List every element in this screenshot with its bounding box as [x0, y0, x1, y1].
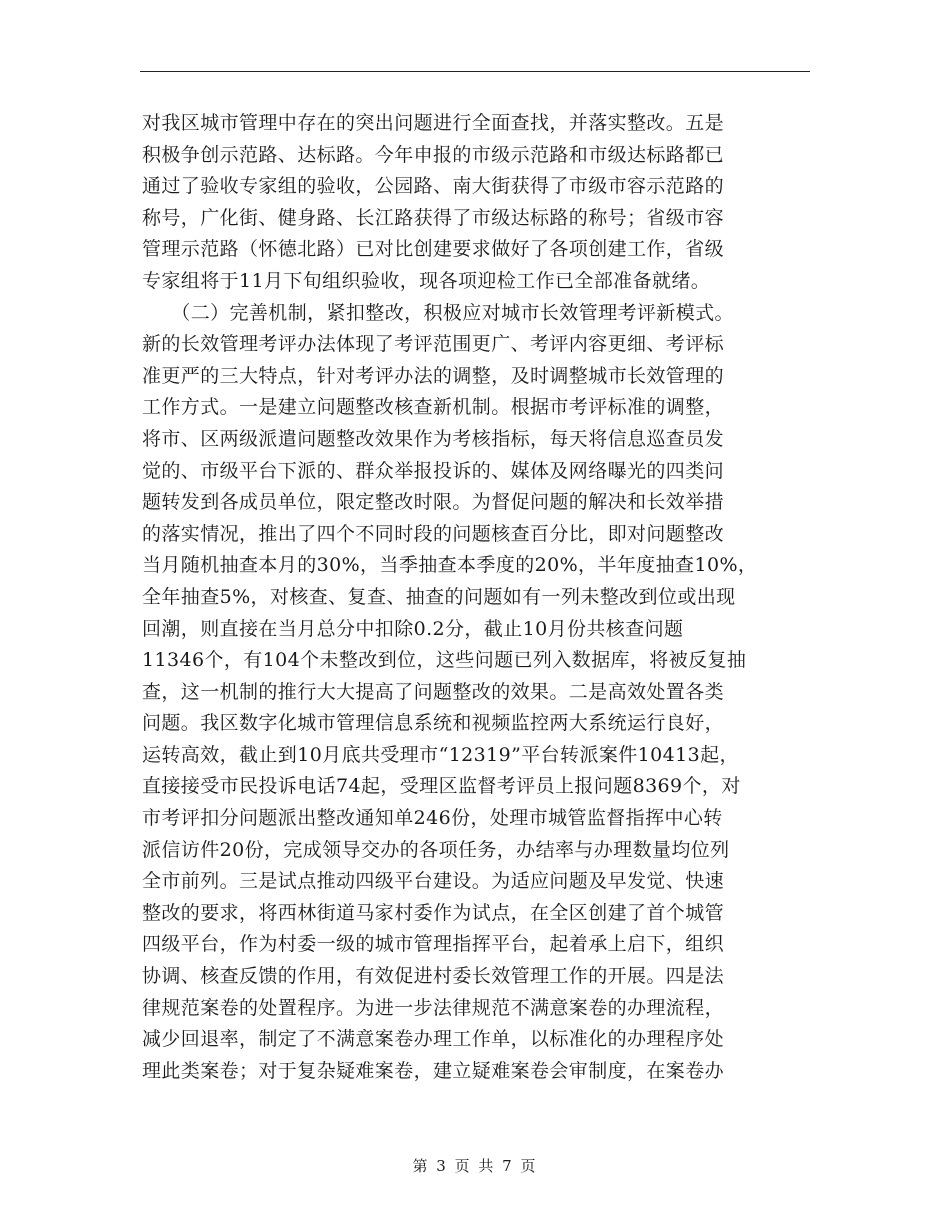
text-line: 全市前列。三是试点推动四级平台建设。为适应问题及早发觉、快速 [142, 870, 725, 893]
header-rule [140, 71, 810, 72]
text-line: 专家组将于11月下旬组织验收，现各项迎检工作已全部准备就绪。 [142, 269, 711, 292]
text-line: 理此类案卷；对于复杂疑难案卷，建立疑难案卷会审制度，在案卷办 [142, 1059, 725, 1082]
text-line: 对我区城市管理中存在的突出问题进行全面查找，并落实整改。五是 [142, 112, 725, 134]
text-line: 通过了验收专家组的验收，公园路、南大街获得了市级市容示范路的 [142, 175, 725, 198]
text-line: 减少回退率，制定了不满意案卷办理工作单，以标准化的办理程序处 [142, 1028, 725, 1051]
text-line: 工作方式。一是建立问题整改核查新机制。根据市考评标准的调整， [142, 396, 725, 419]
text-line: 整改的要求，将西林街道马家村委作为试点，在全区创建了首个城管 [142, 901, 725, 924]
text-line: 当月随机抽查本月的30%，当季抽查本季度的20%，半年度抽查10%， [142, 554, 758, 577]
text-line: 市考评扣分问题派出整改通知单246份，处理市城管监督指挥中心转 [142, 807, 723, 830]
text-line: 称号，广化街、健身路、长江路获得了市级达标路的称号；省级市容 [142, 206, 725, 229]
text-line: 协调、核查反馈的作用，有效促进村委长效管理工作的开展。四是法 [142, 965, 725, 988]
text-line: 运转高效，截止到10月底共受理市“12319”平台转派案件10413起， [142, 743, 739, 766]
text-line: 积极争创示范路、达标路。今年申报的市级示范路和市级达标路都已 [142, 143, 725, 166]
text-line: 派信访件20份，完成领导交办的各项任务，办结率与办理数量均位列 [142, 838, 730, 861]
text-line: 将市、区两级派遣问题整改效果作为考核指标，每天将信息巡查员发 [142, 427, 725, 450]
text-line: 查，这一机制的推行大大提高了问题整改的效果。二是高效处置各类 [142, 680, 725, 703]
page-footer: 第 3 页 共 7 页 [412, 1157, 538, 1175]
text-line: 回潮，则直接在当月总分中扣除0.2分，截止10月份共核查问题 [142, 617, 684, 640]
text-line: 准更严的三大特点，针对考评办法的调整，及时调整城市长效管理的 [142, 364, 725, 387]
text-line: 律规范案卷的处置程序。为进一步法律规范不满意案卷的办理流程， [142, 996, 725, 1019]
text-line: 的落实情况，推出了四个不同时段的问题核查百分比，即对问题整改 [142, 522, 725, 545]
document-body [142, 108, 814, 1087]
text-line: 11346个，有104个未整改到位，这些问题已列入数据库，将被反复抽 [142, 649, 747, 672]
text-line: 问题。我区数字化城市管理信息系统和视频监控两大系统运行良好， [142, 712, 725, 735]
text-line: 四级平台，作为村委一级的城市管理指挥平台，起着承上启下，组织 [142, 933, 725, 956]
text-line: （二）完善机制，紧扣整改，积极应对城市长效管理考评新模式。 [142, 301, 734, 324]
text-line: 管理示范路（怀德北路）已对比创建要求做好了各项创建工作，省级 [142, 238, 725, 261]
text-line: 觉的、市级平台下派的、群众举报投诉的、媒体及网络曝光的四类问 [142, 459, 725, 482]
text-line: 全年抽查5%，对核查、复查、抽查的问题如有一列未整改到位或出现 [142, 585, 736, 608]
text-line: 直接接受市民投诉电话74起，受理区监督考评员上报问题8369个，对 [142, 775, 741, 798]
text-line: 新的长效管理考评办法体现了考评范围更广、考评内容更细、考评标 [142, 333, 725, 356]
text-line: 题转发到各成员单位，限定整改时限。为督促问题的解决和长效举措 [142, 491, 725, 514]
